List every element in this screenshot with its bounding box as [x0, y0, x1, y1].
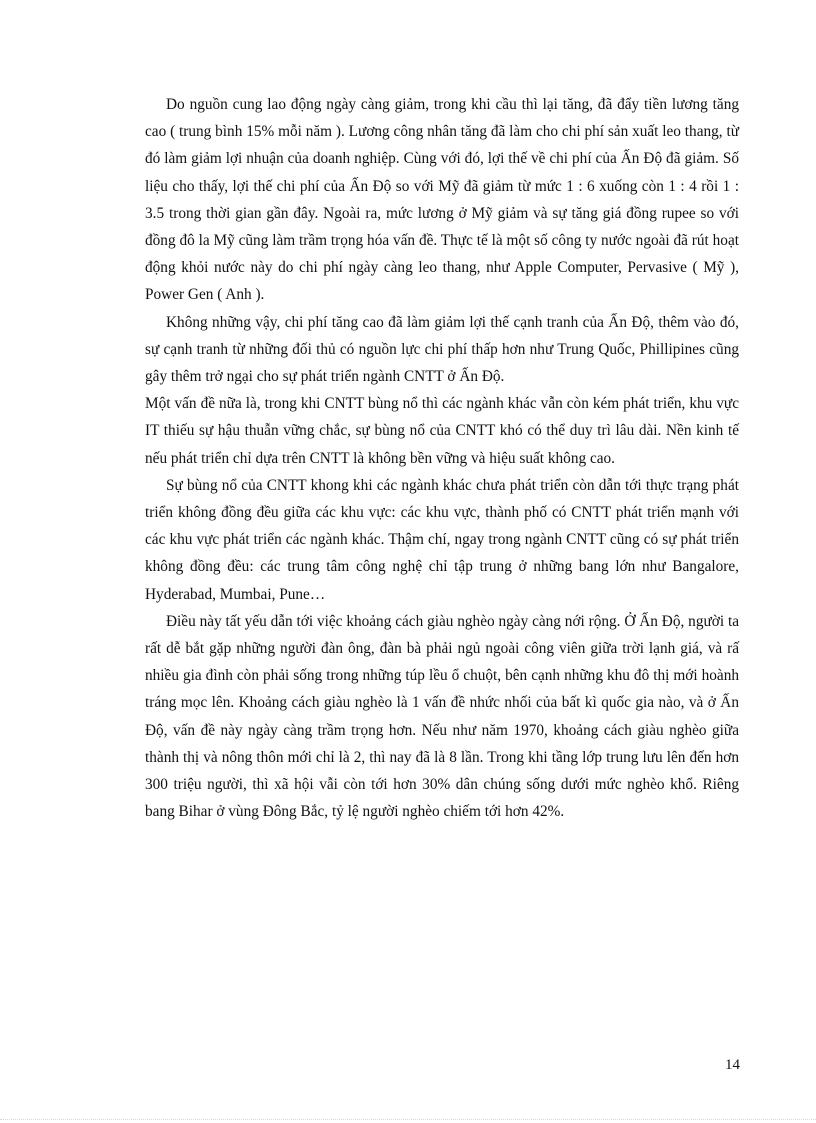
- paragraph: Một vấn đề nữa là, trong khi CNTT bùng nổ thì các ngành khác vẫn còn kém phát triển, khu vực IT thiếu sự hậu thuẫn vững chắc, sự bùng nổ của CNTT khó có thể duy trì lâu dài. Nền kinh tế nếu phát triển chỉ dựa trên CNTT là không bền vững và hiệu suất không cao.: [145, 395, 739, 467]
- page-number: 14: [725, 1057, 740, 1073]
- paragraph: Sự bùng nổ của CNTT khong khi các ngành khác chưa phát triển còn dẫn tới thực trạng phát triển không đồng đều giữa các khu vực: các khu vực, thành phố có CNTT phát triển mạnh với các khu vực phát triển các ngành khác. Thậm chí, ngay trong ngành CNTT cũng có sự phát triển không đồng đều: các trung tâm công nghệ chỉ tập trung ở những bang lớn như Bangalore, Hyderabad, Mumbai, Pune…: [145, 476, 739, 603]
- paragraph: Do nguồn cung lao động ngày càng giảm, trong khi cầu thì lại tăng, đã đẩy tiền lương tăng cao ( trung bình 15% mỗi năm ). Lương công nhân tăng đã làm cho chi phí sản xuất leo thang, từ đó làm giảm lợi nhuận của doanh nghiệp. Cùng với đó, lợi thế về chi phí của Ấn Độ đã giảm. Số liệu cho thấy, lợi thế chi phí của Ấn Độ so với Mỹ đã giảm từ mức 1 : 6 xuống còn 1 : 4 rồi 1 : 3.5 trong thời gian gần đây. Ngoài ra, mức lương ở Mỹ giảm và sự tăng giá đồng rupee so với đồng đô la Mỹ cũng làm trầm trọng hóa vấn đề. Thực tế là một số công ty nước ngoài đã rút hoạt động khỏi nước này do chi phí ngày càng leo thang, như Apple Computer, Pervasive ( Mỹ ), Power Gen ( Anh ).: [145, 96, 739, 304]
- paragraph: Không những vậy, chi phí tăng cao đã làm giảm lợi thế cạnh tranh của Ấn Độ, thêm vào đó, sự cạnh tranh từ những đối thủ có nguồn lực chi phí thấp hơn như Trung Quốc, Phillipines cũng gây thêm trở ngại cho sự phát triển ngành CNTT ở Ấn Độ.: [145, 313, 739, 386]
- paragraph: Điều này tất yếu dẫn tới việc khoảng cách giàu nghèo ngày càng nới rộng. Ở Ấn Độ, người ta rất dễ bắt gặp những người đàn ông, đàn bà phải ngủ ngoài công viên giữa trời lạnh giá, và rấ nhiều gia đình còn phải sống trong những túp lều ổ chuột, bên cạnh những khu đô thị mới hoành tráng mọc lên. Khoảng cách giàu nghèo là 1 vấn đề nhức nhối của bất kì quốc gia nào, và ở Ấn Độ, vấn đề này ngày càng trầm trọng hơn. Nếu như năm 1970, khoảng cách giàu nghèo giữa thành thị và nông thôn mới chỉ là 2, thì nay đã là 8 lần. Trong khi tầng lớp trung lưu lên đến hơn 300 triệu người, thì xã hội vẫi còn tới hơn 30% dân chúng sống dưới mức nghèo khổ. Riêng bang Bihar ở vùng Đông Bắc, tỷ lệ người nghèo chiếm tới hơn 42%.: [145, 612, 739, 821]
- body-text: [145, 91, 739, 825]
- page-bottom-divider: [0, 1119, 816, 1120]
